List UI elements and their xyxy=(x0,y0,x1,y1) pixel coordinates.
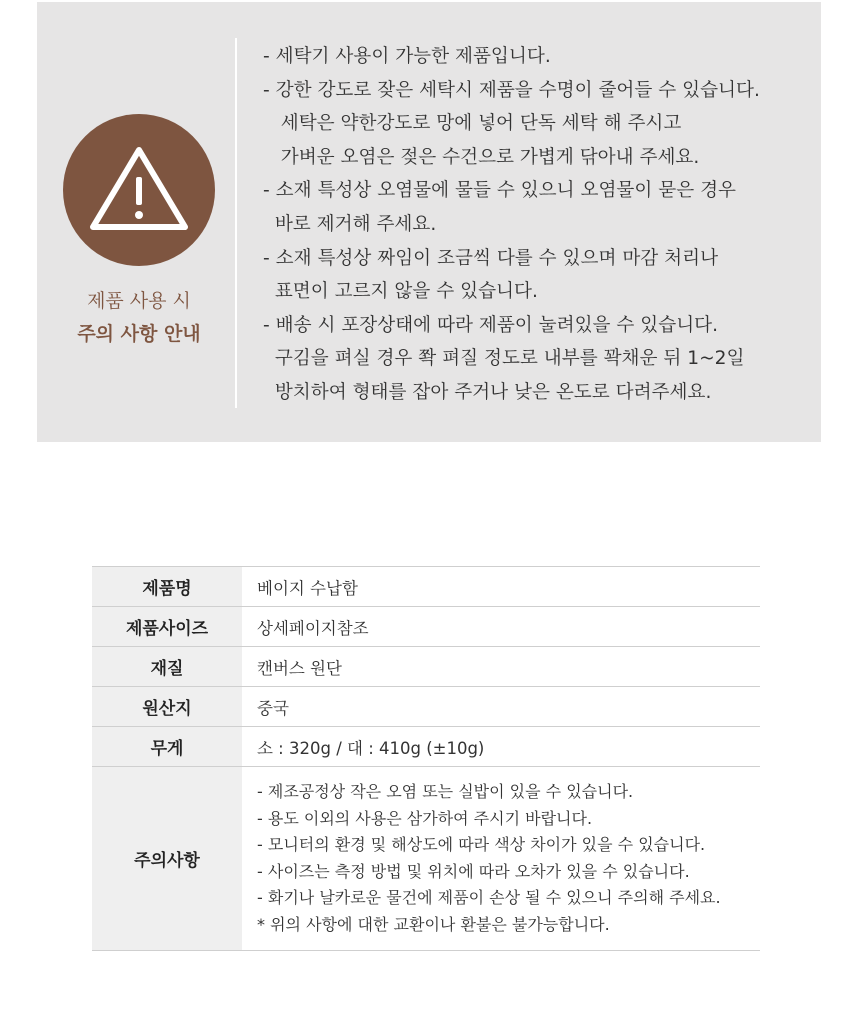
product-spec-table xyxy=(92,566,760,951)
care-notice-panel xyxy=(37,2,821,442)
care-instructions-list xyxy=(263,40,760,410)
spec-label: 무게 xyxy=(92,727,242,767)
spec-value: 상세페이지참조 xyxy=(257,618,369,638)
care-line: 세탁은 약한강도로 망에 넣어 단독 세탁 해 주시고 xyxy=(263,113,682,135)
spec-row-weight xyxy=(92,727,760,767)
spec-label: 원산지 xyxy=(92,687,242,727)
caution-line: - 사이즈는 측정 방법 및 위치에 따라 오차가 있을 수 있습니다. xyxy=(257,861,690,881)
spec-row-caution xyxy=(92,767,760,951)
caution-list xyxy=(257,767,760,950)
spec-label: 제품명 xyxy=(92,567,242,607)
notice-title-line1: 제품 사용 시 xyxy=(87,290,191,312)
spec-row-material xyxy=(92,647,760,687)
caution-line: - 화기나 날카로운 물건에 제품이 손상 될 수 있으니 주의해 주세요. xyxy=(257,888,721,907)
vertical-divider xyxy=(235,38,237,408)
care-line: - 소재 특성상 오염물에 물들 수 있으니 오염물이 묻은 경우 xyxy=(263,180,737,202)
care-line: - 소재 특성상 짜임이 조금씩 다를 수 있으며 마감 처리나 xyxy=(263,247,719,269)
care-line: - 강한 강도로 잦은 세탁시 제품을 수명이 줄어들 수 있습니다. xyxy=(263,79,760,101)
caution-line: - 용도 이외의 사용은 삼가하여 주시기 바랍니다. xyxy=(257,808,593,828)
care-line: 방치하여 형태를 잡아 주거나 낮은 온도로 다려주세요. xyxy=(263,381,712,403)
spec-value xyxy=(242,767,760,951)
care-line: - 세탁기 사용이 가능한 제품입니다. xyxy=(263,46,551,67)
caution-line: - 제조공정상 작은 오염 또는 실밥이 있을 수 있습니다. xyxy=(257,782,634,801)
care-line: 표면이 고르지 않을 수 있습니다. xyxy=(263,281,538,303)
spec-value: 캔버스 원단 xyxy=(257,658,342,678)
spec-label: 주의사항 xyxy=(92,767,242,951)
warning-badge xyxy=(63,114,215,266)
care-line: - 배송 시 포장상태에 따라 제품이 눌려있을 수 있습니다. xyxy=(263,314,719,336)
warning-triangle-icon xyxy=(63,114,215,266)
caution-line: - 모니터의 환경 및 해상도에 따라 색상 차이가 있을 수 있습니다. xyxy=(257,835,706,854)
care-line: 가벼운 오염은 젖은 수건으로 가볍게 닦아내 주세요. xyxy=(263,146,700,168)
caution-line: * 위의 사항에 대한 교환이나 환불은 불가능합니다. xyxy=(257,914,610,934)
care-line: 구김을 펴실 경우 쫙 펴질 정도로 내부를 꽉채운 뒤 1~2일 xyxy=(263,348,745,370)
spec-label: 재질 xyxy=(92,647,242,687)
notice-title-line2: 주의 사항 안내 xyxy=(77,323,201,345)
spec-row-product-name xyxy=(92,567,760,607)
spec-row-origin xyxy=(92,687,760,727)
spec-row-size xyxy=(92,607,760,647)
spec-value: 소 : 320g / 대 : 410g (±10g) xyxy=(257,738,485,758)
spec-label: 제품사이즈 xyxy=(92,607,242,647)
spec-value: 베이지 수납함 xyxy=(257,578,358,598)
care-line: 바로 제거해 주세요. xyxy=(263,213,437,235)
spec-value: 중국 xyxy=(257,698,289,718)
